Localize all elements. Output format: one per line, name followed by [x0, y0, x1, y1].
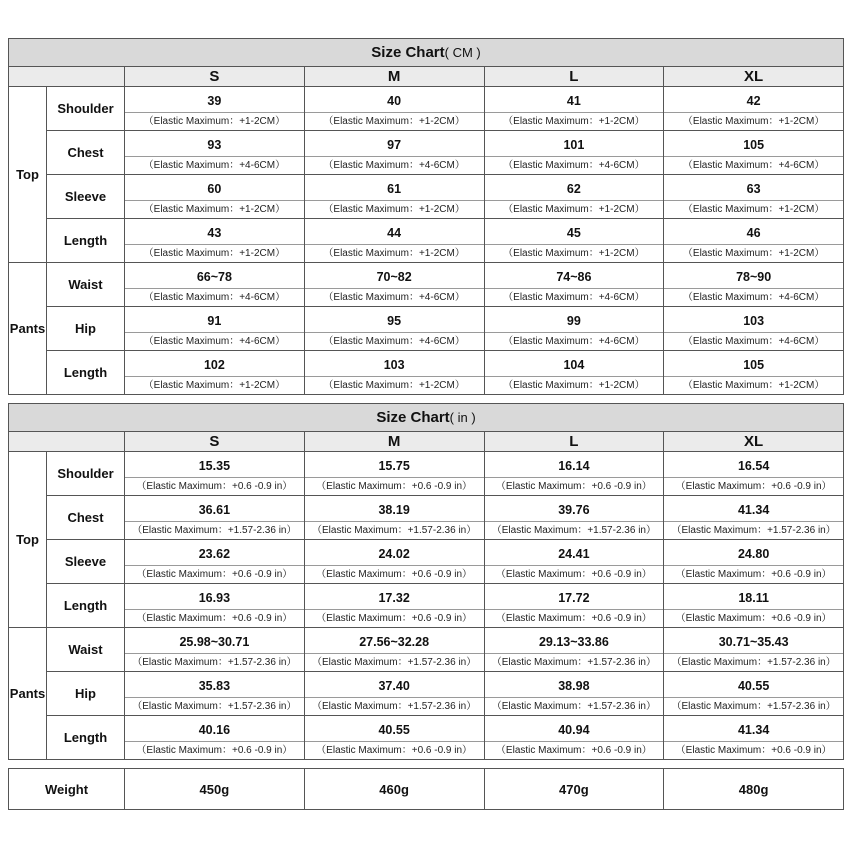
measurement-cell: [125, 716, 305, 760]
measurement-cell: [125, 628, 305, 672]
measurement-value: 97: [387, 137, 402, 152]
measurement-cell: [125, 496, 305, 540]
elastic-note: （Elastic Maximum：+0.6 -0.9 in）: [125, 741, 304, 758]
size-header: S: [125, 432, 305, 452]
measurement-value: 74~86: [556, 269, 592, 284]
elastic-note: （Elastic Maximum：+1-2CM）: [305, 112, 484, 129]
measurement-cell: [664, 540, 844, 584]
measurement-value: 40.55: [737, 678, 770, 693]
measurement-name: Shoulder: [47, 87, 125, 131]
measurement-value: 29.13~33.86: [538, 634, 609, 649]
measurement-cell: [125, 584, 305, 628]
measurement-value: 99: [566, 313, 581, 328]
measurement-cell: [125, 263, 305, 307]
measurement-cell: [125, 452, 305, 496]
measurement-value: 42: [746, 93, 761, 108]
measurement-value: 38.98: [558, 678, 590, 693]
elastic-note: （Elastic Maximum：+4-6CM）: [305, 288, 484, 305]
weight-label: Weight: [9, 769, 125, 810]
elastic-note: （Elastic Maximum：+0.6 -0.9 in）: [125, 609, 304, 626]
measurement-row: [9, 452, 844, 496]
measurement-name: Chest: [47, 131, 125, 175]
elastic-note: （Elastic Maximum：+1.57-2.36 in）: [664, 697, 843, 714]
measurement-cell: [484, 672, 664, 716]
measurement-cell: [484, 351, 664, 395]
elastic-note: （Elastic Maximum：+1.57-2.36 in）: [485, 653, 664, 670]
measurement-cell: [125, 87, 305, 131]
size-chart-cm: [8, 38, 844, 395]
elastic-note: （Elastic Maximum：+1-2CM）: [485, 376, 664, 393]
elastic-note: （Elastic Maximum：+4-6CM）: [125, 332, 304, 349]
chart-title-text: Size Chart: [371, 44, 445, 61]
measurement-value: 102: [203, 357, 225, 372]
size-header: M: [304, 432, 484, 452]
elastic-note: （Elastic Maximum：+0.6 -0.9 in）: [305, 477, 484, 494]
elastic-note: （Elastic Maximum：+4-6CM）: [664, 288, 843, 305]
measurement-row: [9, 219, 844, 263]
measurement-value: 36.61: [198, 502, 231, 517]
measurement-cell: [664, 452, 844, 496]
measurement-name: Sleeve: [47, 540, 125, 584]
measurement-value: 15.35: [198, 458, 231, 473]
elastic-note: （Elastic Maximum：+1-2CM）: [305, 376, 484, 393]
measurement-value: 16.14: [558, 458, 590, 473]
measurement-cell: [484, 496, 664, 540]
elastic-note: （Elastic Maximum：+1-2CM）: [485, 244, 664, 261]
measurement-value: 39.76: [558, 502, 590, 517]
measurement-cell: [304, 307, 484, 351]
measurement-cell: [484, 452, 664, 496]
measurement-name: Waist: [47, 628, 125, 672]
measurement-cell: [304, 496, 484, 540]
measurement-cell: [304, 540, 484, 584]
measurement-value: 24.80: [737, 546, 770, 561]
measurement-name: Hip: [47, 307, 125, 351]
elastic-note: （Elastic Maximum：+0.6 -0.9 in）: [485, 477, 664, 494]
measurement-value: 62: [566, 181, 581, 196]
measurement-cell: [304, 672, 484, 716]
measurement-value: 41.34: [737, 722, 770, 737]
measurement-value: 17.72: [558, 590, 590, 605]
measurement-cell: [484, 540, 664, 584]
measurement-value: 16.54: [737, 458, 770, 473]
weight-row: [9, 769, 844, 810]
measurement-row: [9, 175, 844, 219]
measurement-cell: [664, 175, 844, 219]
measurement-cell: [304, 131, 484, 175]
elastic-note: （Elastic Maximum：+4-6CM）: [485, 156, 664, 173]
measurement-value: 24.02: [378, 546, 410, 561]
measurement-value: 17.32: [378, 590, 410, 605]
measurement-cell: [304, 175, 484, 219]
measurement-value: 61: [387, 181, 402, 196]
measurement-row: [9, 584, 844, 628]
measurement-value: 45: [566, 225, 581, 240]
measurement-value: 30.71~35.43: [718, 634, 789, 649]
measurement-value: 39: [207, 93, 222, 108]
measurement-cell: [664, 716, 844, 760]
size-header: XL: [664, 67, 844, 87]
measurement-cell: [484, 716, 664, 760]
measurement-value: 103: [383, 357, 405, 372]
elastic-note: （Elastic Maximum：+1-2CM）: [305, 244, 484, 261]
elastic-note: （Elastic Maximum：+1-2CM）: [485, 200, 664, 217]
measurement-row: [9, 263, 844, 307]
elastic-note: （Elastic Maximum：+0.6 -0.9 in）: [664, 477, 843, 494]
weight-value: 450g: [125, 769, 305, 810]
elastic-note: （Elastic Maximum：+0.6 -0.9 in）: [485, 565, 664, 582]
section-label-top: Top: [9, 87, 47, 263]
elastic-note: （Elastic Maximum：+4-6CM）: [125, 288, 304, 305]
elastic-note: （Elastic Maximum：+4-6CM）: [485, 332, 664, 349]
chart-title-unit: ( CM ): [444, 45, 481, 60]
elastic-note: （Elastic Maximum：+0.6 -0.9 in）: [305, 609, 484, 626]
measurement-cell: [125, 175, 305, 219]
chart-title: [9, 404, 844, 432]
elastic-note: （Elastic Maximum：+0.6 -0.9 in）: [664, 565, 843, 582]
measurement-name: Chest: [47, 496, 125, 540]
section-label-top: Top: [9, 452, 47, 628]
measurement-value: 105: [743, 357, 765, 372]
measurement-value: 43: [207, 225, 222, 240]
elastic-note: （Elastic Maximum：+1-2CM）: [664, 200, 843, 217]
measurement-cell: [125, 672, 305, 716]
measurement-value: 41.34: [737, 502, 770, 517]
measurement-value: 95: [387, 313, 402, 328]
elastic-note: （Elastic Maximum：+0.6 -0.9 in）: [664, 609, 843, 626]
measurement-cell: [304, 628, 484, 672]
chart-title: [9, 39, 844, 67]
size-header: S: [125, 67, 305, 87]
elastic-note: （Elastic Maximum：+1.57-2.36 in）: [125, 697, 304, 714]
elastic-note: （Elastic Maximum：+0.6 -0.9 in）: [125, 477, 304, 494]
elastic-note: （Elastic Maximum：+1.57-2.36 in）: [664, 653, 843, 670]
size-header-row: [9, 432, 844, 452]
elastic-note: （Elastic Maximum：+1-2CM）: [125, 376, 304, 393]
elastic-note: （Elastic Maximum：+4-6CM）: [664, 156, 843, 173]
measurement-cell: [484, 87, 664, 131]
weight-value: 470g: [484, 769, 664, 810]
measurement-cell: [664, 496, 844, 540]
measurement-value: 37.40: [378, 678, 410, 693]
size-header: L: [484, 432, 664, 452]
measurement-value: 93: [207, 137, 222, 152]
elastic-note: （Elastic Maximum：+1-2CM）: [125, 112, 304, 129]
measurement-value: 25.98~30.71: [179, 634, 250, 649]
elastic-note: （Elastic Maximum：+0.6 -0.9 in）: [305, 741, 484, 758]
measurement-cell: [125, 307, 305, 351]
measurement-value: 41: [566, 93, 581, 108]
measurement-value: 38.19: [378, 502, 410, 517]
chart-title-row: [9, 39, 844, 67]
size-header: L: [484, 67, 664, 87]
measurement-value: 24.41: [558, 546, 590, 561]
elastic-note: （Elastic Maximum：+4-6CM）: [305, 332, 484, 349]
measurement-cell: [484, 263, 664, 307]
measurement-value: 40.16: [198, 722, 231, 737]
measurement-row: [9, 628, 844, 672]
weight-table: [8, 768, 844, 810]
measurement-cell: [304, 87, 484, 131]
measurement-value: 46: [746, 225, 761, 240]
measurement-value: 40.55: [378, 722, 410, 737]
chart-title-unit: ( in ): [449, 410, 476, 425]
size-chart-inch: [8, 403, 844, 760]
elastic-note: （Elastic Maximum：+1.57-2.36 in）: [125, 521, 304, 538]
measurement-value: 15.75: [378, 458, 410, 473]
elastic-note: （Elastic Maximum：+1.57-2.36 in）: [664, 521, 843, 538]
elastic-note: （Elastic Maximum：+1.57-2.36 in）: [305, 697, 484, 714]
measurement-value: 70~82: [376, 269, 412, 284]
size-header: XL: [664, 432, 844, 452]
measurement-value: 105: [743, 137, 765, 152]
size-header-row: [9, 67, 844, 87]
measurement-cell: [304, 716, 484, 760]
measurement-cell: [664, 351, 844, 395]
measurement-name: Length: [47, 584, 125, 628]
elastic-note: （Elastic Maximum：+1-2CM）: [125, 244, 304, 261]
measurement-cell: [484, 628, 664, 672]
measurement-value: 104: [563, 357, 585, 372]
size-chart-cm-body: [9, 39, 844, 395]
header-blank: [9, 432, 125, 452]
elastic-note: （Elastic Maximum：+1-2CM）: [664, 244, 843, 261]
measurement-row: [9, 716, 844, 760]
measurement-row: [9, 540, 844, 584]
measurement-cell: [664, 628, 844, 672]
measurement-cell: [304, 351, 484, 395]
measurement-row: [9, 351, 844, 395]
elastic-note: （Elastic Maximum：+1-2CM）: [305, 200, 484, 217]
measurement-cell: [664, 87, 844, 131]
elastic-note: （Elastic Maximum：+0.6 -0.9 in）: [485, 609, 664, 626]
measurement-value: 78~90: [736, 269, 772, 284]
measurement-value: 40.94: [558, 722, 590, 737]
weight-value: 460g: [304, 769, 484, 810]
measurement-cell: [125, 351, 305, 395]
measurement-value: 16.93: [198, 590, 231, 605]
measurement-cell: [664, 219, 844, 263]
elastic-note: （Elastic Maximum：+0.6 -0.9 in）: [125, 565, 304, 582]
measurement-value: 23.62: [198, 546, 231, 561]
measurement-cell: [125, 540, 305, 584]
size-chart-inch-body: [9, 404, 844, 760]
measurement-value: 66~78: [196, 269, 232, 284]
measurement-cell: [664, 584, 844, 628]
measurement-value: 60: [207, 181, 222, 196]
measurement-cell: [484, 219, 664, 263]
elastic-note: （Elastic Maximum：+0.6 -0.9 in）: [664, 741, 843, 758]
elastic-note: （Elastic Maximum：+4-6CM）: [485, 288, 664, 305]
measurement-value: 40: [387, 93, 402, 108]
measurement-cell: [304, 219, 484, 263]
measurement-name: Hip: [47, 672, 125, 716]
elastic-note: （Elastic Maximum：+1-2CM）: [664, 376, 843, 393]
measurement-row: [9, 496, 844, 540]
measurement-cell: [664, 263, 844, 307]
elastic-note: （Elastic Maximum：+1.57-2.36 in）: [305, 521, 484, 538]
elastic-note: （Elastic Maximum：+1-2CM）: [125, 200, 304, 217]
measurement-cell: [125, 131, 305, 175]
measurement-cell: [125, 219, 305, 263]
elastic-note: （Elastic Maximum：+1.57-2.36 in）: [305, 653, 484, 670]
measurement-row: [9, 131, 844, 175]
chart-title-text: Size Chart: [376, 409, 450, 426]
measurement-cell: [484, 584, 664, 628]
measurement-cell: [664, 131, 844, 175]
measurement-name: Sleeve: [47, 175, 125, 219]
section-label-pants: Pants: [9, 263, 47, 395]
measurement-value: 44: [387, 225, 402, 240]
measurement-name: Shoulder: [47, 452, 125, 496]
elastic-note: （Elastic Maximum：+1.57-2.36 in）: [485, 521, 664, 538]
measurement-cell: [664, 307, 844, 351]
measurement-cell: [304, 263, 484, 307]
measurement-name: Length: [47, 716, 125, 760]
size-header: M: [304, 67, 484, 87]
measurement-cell: [484, 175, 664, 219]
measurement-name: Waist: [47, 263, 125, 307]
measurement-value: 18.11: [738, 590, 769, 605]
measurement-row: [9, 672, 844, 716]
measurement-name: Length: [47, 351, 125, 395]
chart-title-row: [9, 404, 844, 432]
weight-value: 480g: [664, 769, 844, 810]
section-label-pants: Pants: [9, 628, 47, 760]
measurement-row: [9, 307, 844, 351]
elastic-note: （Elastic Maximum：+1.57-2.36 in）: [485, 697, 664, 714]
measurement-value: 101: [563, 137, 585, 152]
measurement-value: 91: [207, 313, 222, 328]
elastic-note: （Elastic Maximum：+1-2CM）: [485, 112, 664, 129]
elastic-note: （Elastic Maximum：+4-6CM）: [664, 332, 843, 349]
measurement-value: 27.56~32.28: [359, 634, 430, 649]
elastic-note: （Elastic Maximum：+1.57-2.36 in）: [125, 653, 304, 670]
measurement-cell: [304, 452, 484, 496]
measurement-row: [9, 87, 844, 131]
measurement-value: 103: [743, 313, 765, 328]
elastic-note: （Elastic Maximum：+4-6CM）: [305, 156, 484, 173]
measurement-name: Length: [47, 219, 125, 263]
elastic-note: （Elastic Maximum：+0.6 -0.9 in）: [485, 741, 664, 758]
measurement-cell: [484, 307, 664, 351]
header-blank: [9, 67, 125, 87]
measurement-value: 35.83: [198, 678, 231, 693]
measurement-cell: [304, 584, 484, 628]
measurement-cell: [664, 672, 844, 716]
elastic-note: （Elastic Maximum：+1-2CM）: [664, 112, 843, 129]
measurement-value: 63: [746, 181, 761, 196]
elastic-note: （Elastic Maximum：+0.6 -0.9 in）: [305, 565, 484, 582]
elastic-note: （Elastic Maximum：+4-6CM）: [125, 156, 304, 173]
measurement-cell: [484, 131, 664, 175]
